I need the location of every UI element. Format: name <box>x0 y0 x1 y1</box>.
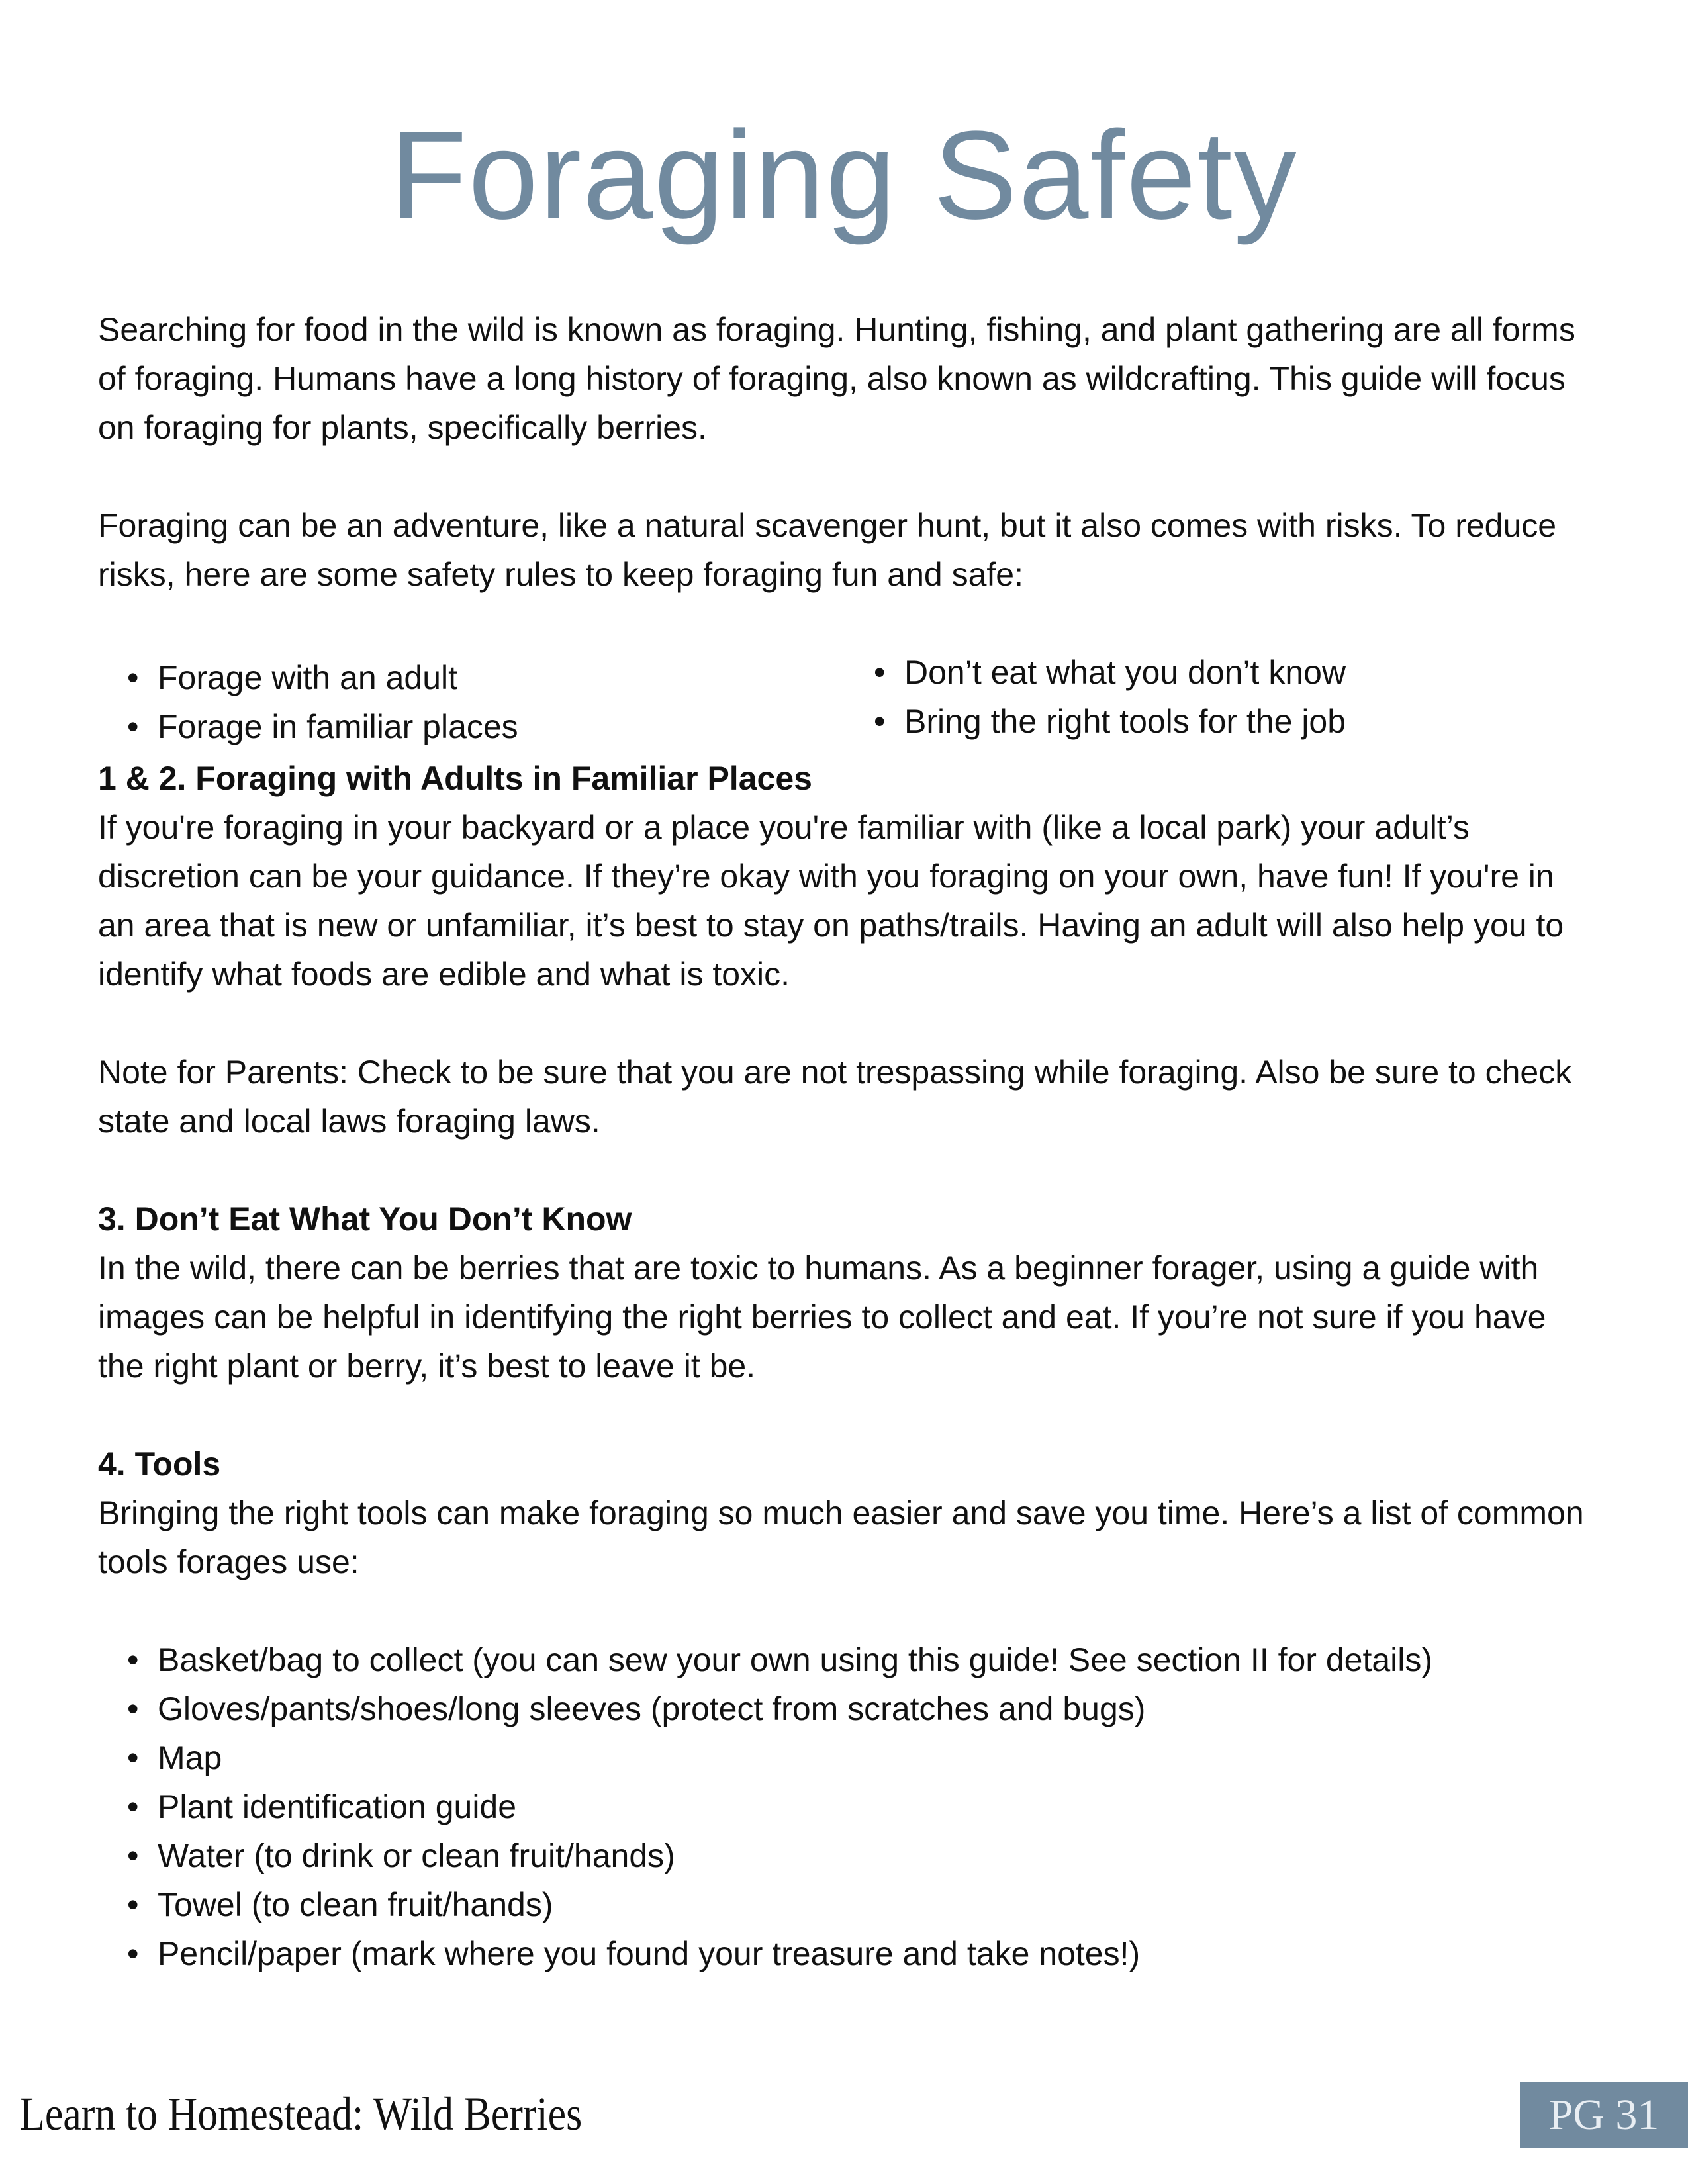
tools-list <box>98 1635 1594 1978</box>
bullet-icon: • <box>127 708 139 745</box>
section-body-dont-eat: In the wild, there can be berries that are toxic to humans. As a beginner forager, using a guide with images can be helpful in identifying the right berries to collect and eat. If you’re not sure if you have the right plant or berry, it’s best to leave it be. <box>98 1250 1546 1385</box>
safety-rules-right-column <box>874 648 1346 746</box>
list-item: • Pencil/paper (mark where you found your treasure and take notes!) <box>127 1929 1594 1978</box>
parents-note: Note for Parents: Check to be sure that you are not trespassing while foraging. Also be sure to check state and local laws foraging laws. <box>98 1054 1572 1140</box>
section-heading-adults: 1 & 2. Foraging with Adults in Familiar Places <box>98 760 812 797</box>
intro-paragraph-1: Searching for food in the wild is known as foraging. Hunting, fishing, and plant gathering are all forms of foraging. Humans have a long history of foraging, also known as wildcrafting. This guide will focus on foraging for plants, specifically berries. <box>98 311 1575 446</box>
section-body-tools: Bringing the right tools can make foraging so much easier and save you time. Here’s a list of common tools forages use: <box>98 1494 1584 1580</box>
list-item: • Water (to drink or clean fruit/hands) <box>127 1831 1594 1880</box>
list-item: • Forage with an adult <box>127 653 518 702</box>
safety-rules-list <box>98 648 1594 754</box>
page-number-badge: PG 31 <box>1520 2082 1688 2148</box>
bullet-icon: • <box>127 1641 139 1678</box>
list-item: • Map <box>127 1733 1594 1782</box>
bullet-icon: • <box>127 1935 139 1972</box>
section-body-adults: If you're foraging in your backyard or a place you're familiar with (like a local park) your adult’s discretion can be your guidance. If they’re okay with you foraging on your own, have fun! If you're in an area that is new or unfamiliar, it’s best to stay on paths/trails. Having an adult will also help you to identify what foods are edible and what is toxic. <box>98 809 1564 993</box>
section-heading-tools: 4. Tools <box>98 1445 221 1482</box>
bullet-icon: • <box>127 659 139 696</box>
bullet-icon: • <box>127 1690 139 1727</box>
list-item: • Gloves/pants/shoes/long sleeves (protect from scratches and bugs) <box>127 1684 1594 1733</box>
list-item: • Forage in familiar places <box>127 702 518 751</box>
safety-rules-left-column <box>127 653 518 751</box>
page-content <box>98 305 1594 1978</box>
bullet-icon: • <box>127 1886 139 1923</box>
page-title: Foraging Safety <box>390 105 1298 246</box>
section-heading-dont-eat: 3. Don’t Eat What You Don’t Know <box>98 1201 632 1238</box>
bullet-icon: • <box>127 1837 139 1874</box>
bullet-icon: • <box>127 1739 139 1776</box>
footer-book-title: Learn to Homestead: Wild Berries <box>20 2087 583 2140</box>
list-item: • Towel (to clean fruit/hands) <box>127 1880 1594 1929</box>
list-item: • Bring the right tools for the job <box>874 697 1346 746</box>
intro-paragraph-2: Foraging can be an adventure, like a natural scavenger hunt, but it also comes with risks. To reduce risks, here are some safety rules to keep foraging fun and safe: <box>98 507 1557 593</box>
bullet-icon: • <box>874 654 886 691</box>
list-item: • Don’t eat what you don’t know <box>874 648 1346 697</box>
list-item: • Basket/bag to collect (you can sew your own using this guide! See section II for details) <box>127 1635 1594 1684</box>
bullet-icon: • <box>127 1788 139 1825</box>
list-item: • Plant identification guide <box>127 1782 1594 1831</box>
bullet-icon: • <box>874 703 886 740</box>
